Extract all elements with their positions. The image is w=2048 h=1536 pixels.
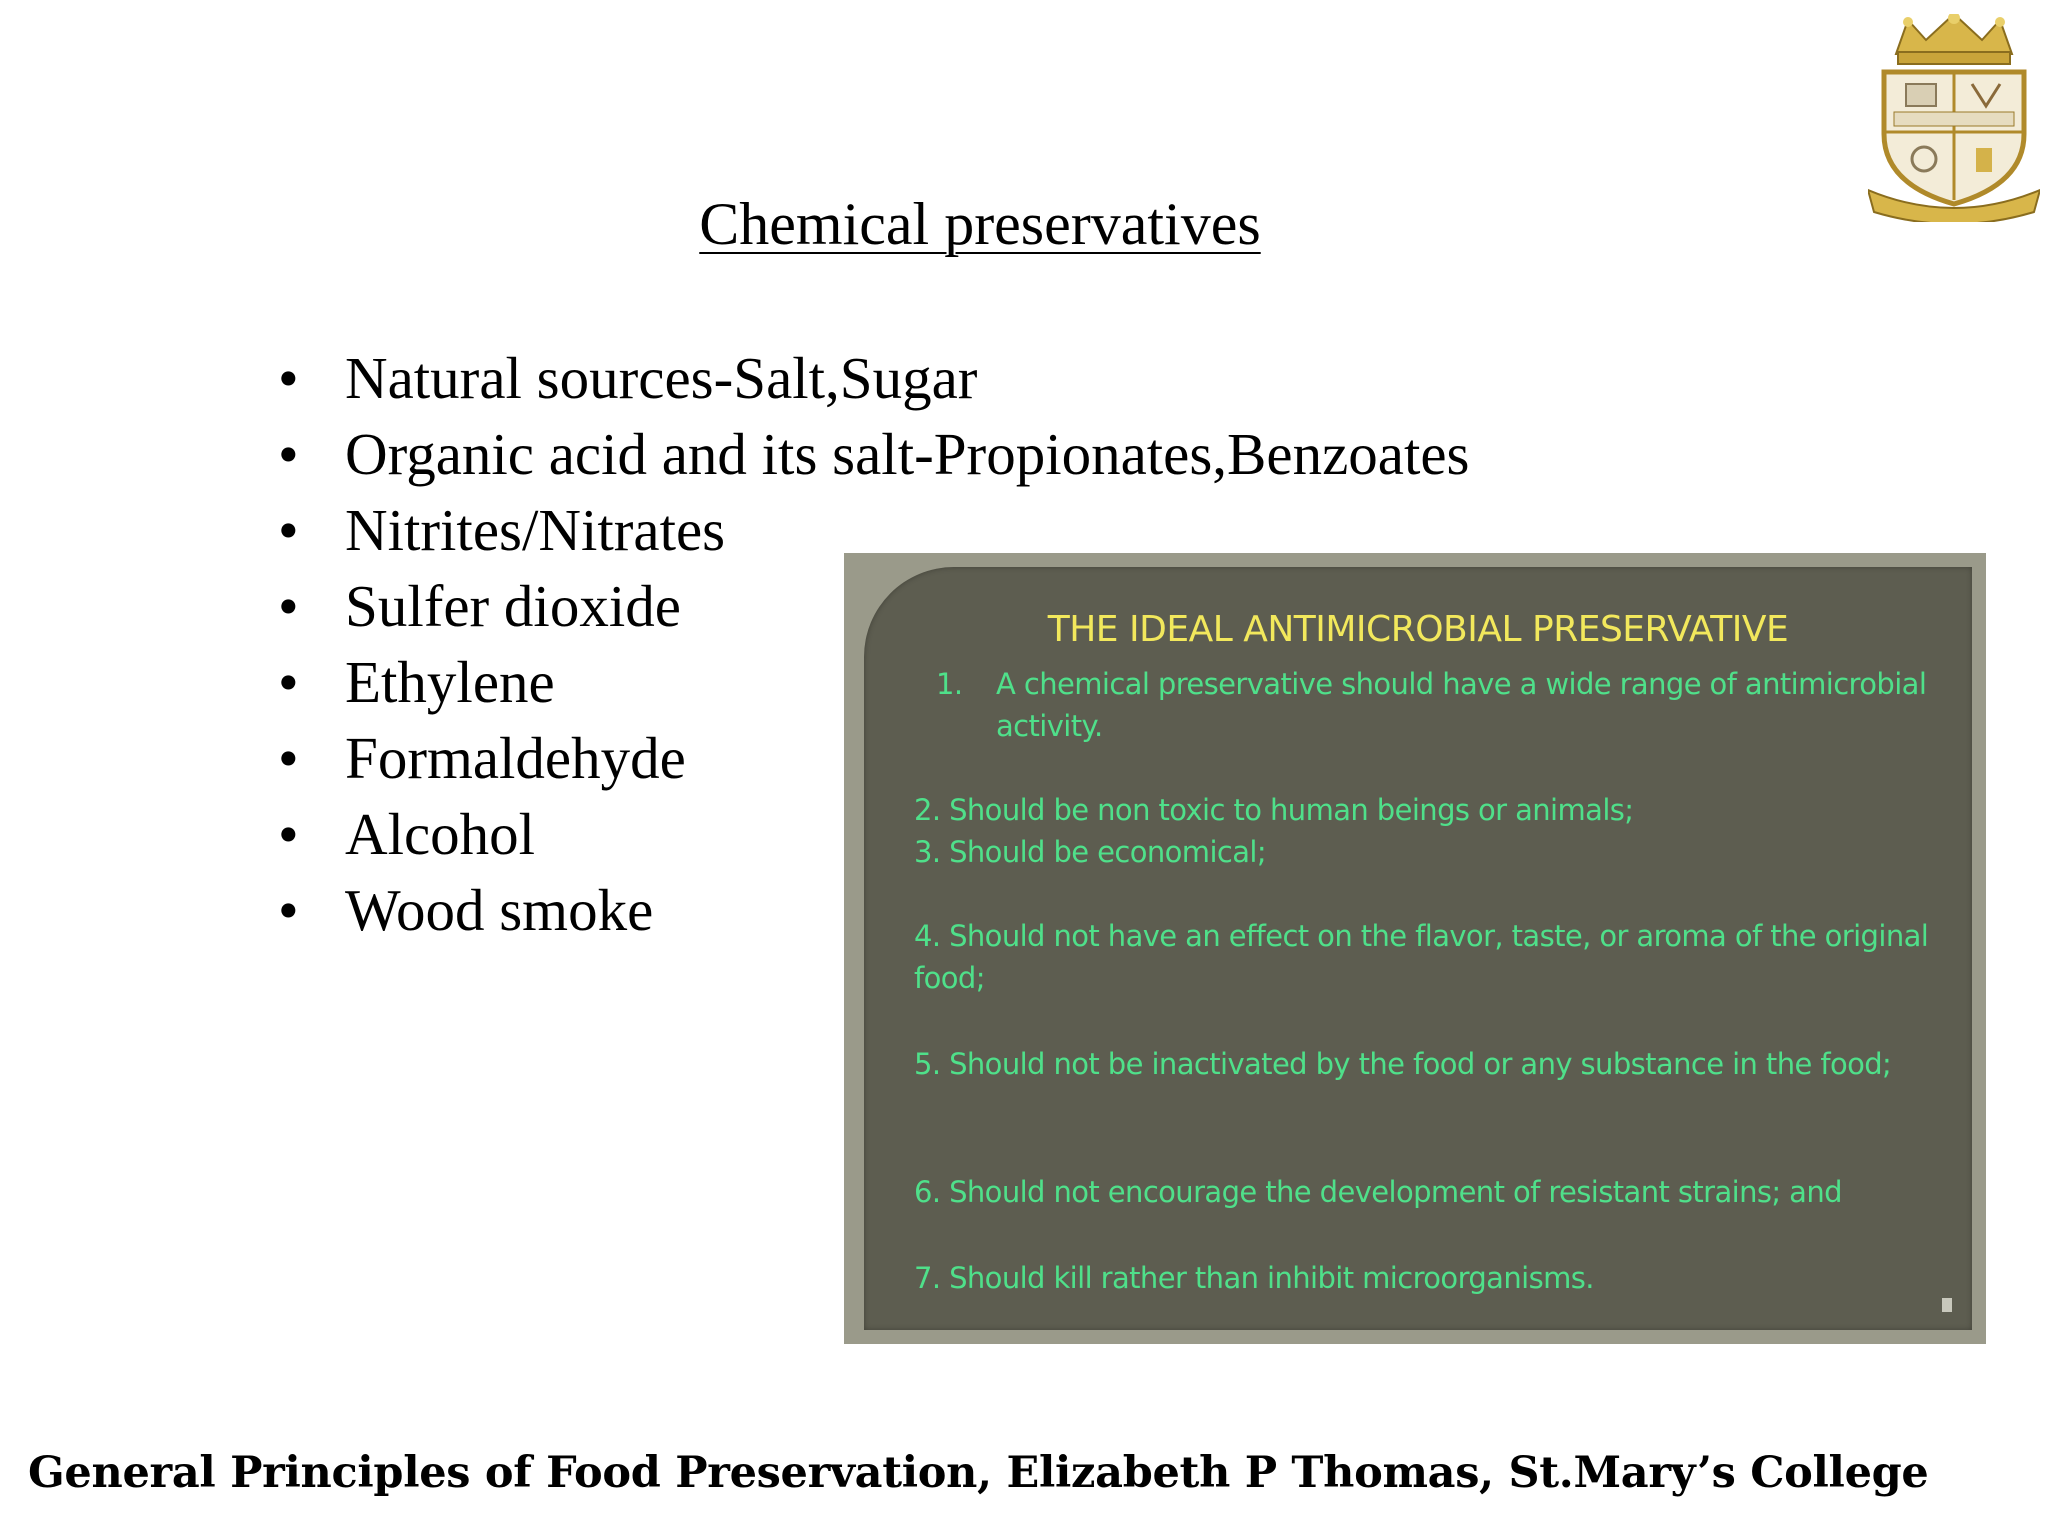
inset-item-6: 6. Should not encourage the development of resistant strains; and bbox=[914, 1175, 1842, 1209]
inset-item-2: 2. Should be non toxic to human beings or animals; bbox=[914, 793, 1634, 827]
inset-item-5: 5. Should not be inactivated by the food or any substance in the food; bbox=[914, 1047, 1892, 1081]
bullet-icon: • bbox=[278, 877, 299, 943]
inset-item-text: A chemical preservative should have a wide range of antimicrobial activity. bbox=[996, 667, 1927, 743]
inset-panel bbox=[864, 567, 1972, 1330]
bullet-text: Nitrites/Nitrates bbox=[345, 497, 726, 563]
inset-item-4: 4. Should not have an effect on the flavor, taste, or aroma of the original food; bbox=[914, 919, 1929, 995]
list-item bbox=[278, 340, 1470, 416]
bullet-text: Organic acid and its salt-Propionates,Benzoates bbox=[345, 421, 1470, 487]
bullet-text: Ethylene bbox=[345, 649, 555, 715]
college-crest-icon bbox=[1868, 14, 2040, 222]
bullet-text: Formaldehyde bbox=[345, 725, 686, 791]
bullet-text: Alcohol bbox=[345, 801, 536, 867]
list-item bbox=[278, 416, 1470, 492]
inset-item-1 bbox=[936, 663, 1942, 747]
bullet-text: Wood smoke bbox=[345, 877, 654, 943]
bullet-text: Natural sources-Salt,Sugar bbox=[345, 345, 978, 411]
bullet-icon: • bbox=[278, 801, 299, 867]
bullet-text: Sulfer dioxide bbox=[345, 573, 681, 639]
slide-footer: General Principles of Food Preservation, Elizabeth P Thomas, St.Mary’s College bbox=[28, 1448, 1929, 1498]
bullet-icon: • bbox=[278, 421, 299, 487]
bullet-icon: • bbox=[278, 497, 299, 563]
bullet-icon: • bbox=[278, 725, 299, 791]
inset-image bbox=[844, 553, 1986, 1344]
inset-item-number: 1. bbox=[936, 667, 963, 701]
bullet-icon: • bbox=[278, 573, 299, 639]
bullet-icon: • bbox=[278, 649, 299, 715]
inset-item-3: 3. Should be economical; bbox=[914, 835, 1267, 869]
bullet-icon: • bbox=[278, 345, 299, 411]
inset-title: THE IDEAL ANTIMICROBIAL PRESERVATIVE bbox=[1047, 609, 1789, 650]
inset-corner-mark bbox=[1942, 1298, 1952, 1312]
slide-title: Chemical preservatives bbox=[699, 191, 1261, 257]
inset-item-7: 7. Should kill rather than inhibit microorganisms. bbox=[914, 1261, 1594, 1295]
